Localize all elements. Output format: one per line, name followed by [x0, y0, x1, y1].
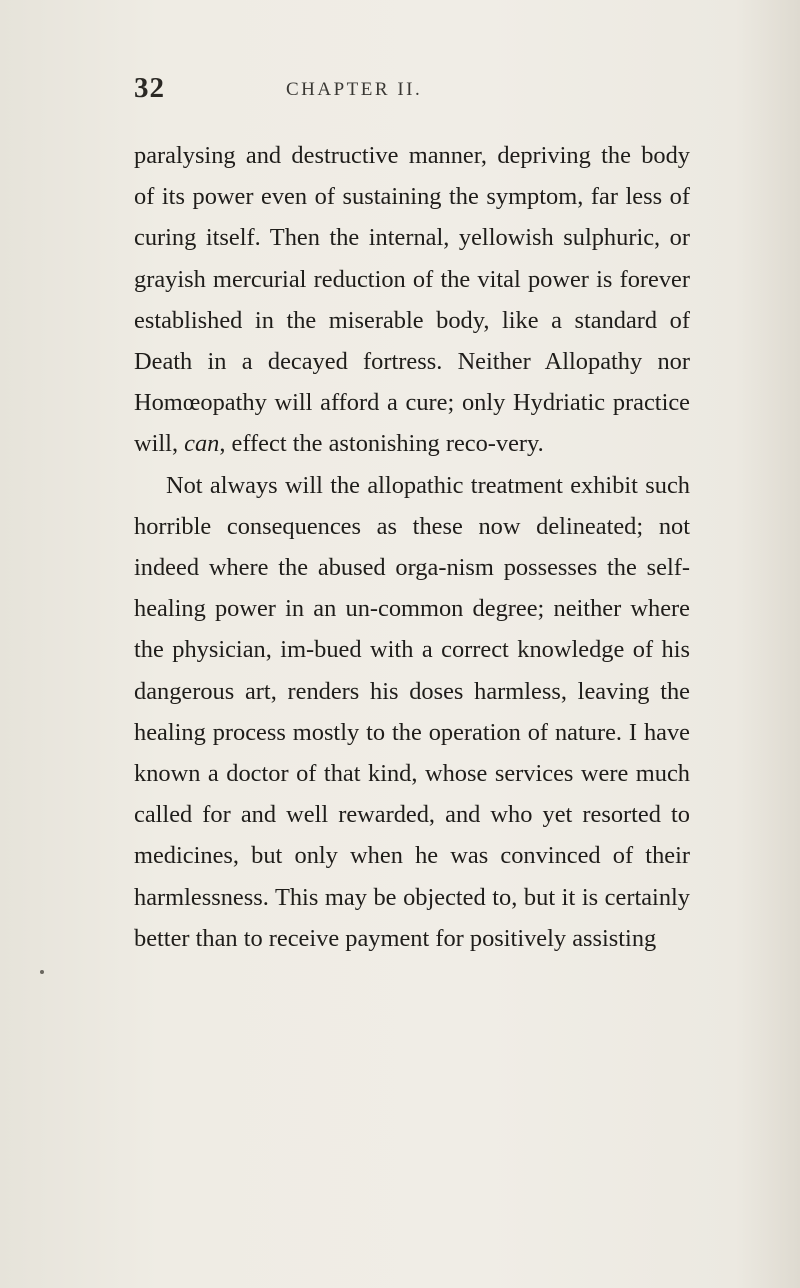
paper-speck: [40, 970, 44, 974]
page-header: [134, 72, 694, 112]
emphasis-can: can: [184, 430, 220, 458]
paragraph-1-text: paralysing and destructive manner, depriving the body of its power even of sustaining the symptom, far less of curing itself. Then the internal, yellowish sulphuric, or grayish mercurial reduction of the vital power is forever established in the miserable body, like a standard of Death in a decayed fortress. Neither Allopathy nor Homœopathy will afford a cure; only Hydriatic practice will,: [134, 142, 690, 458]
paragraph-2: Not always will the allopathic treatment exhibit such horrible consequences as these now delineated; not indeed where the abused orga-nism possesses the self-healing power in an un-common degree; neither where the physician, im-bued with a correct knowledge of his dangerous art, renders his doses harmless, leaving the healing process mostly to the operation of nature. I have known a doctor of that kind, whose services were much called for and well rewarded, and who yet resorted to medicines, but only when he was convinced of their harmlessness. This may be objected to, but it is certainly better than to receive payment for positively assisting: [134, 471, 690, 952]
paragraph-1: [134, 135, 690, 465]
running-head: CHAPTER II.: [286, 79, 423, 100]
body-text: [134, 135, 690, 959]
page-number: 32: [134, 72, 165, 104]
paragraph-1-tail: , effect the astonishing reco-very.: [219, 430, 544, 458]
